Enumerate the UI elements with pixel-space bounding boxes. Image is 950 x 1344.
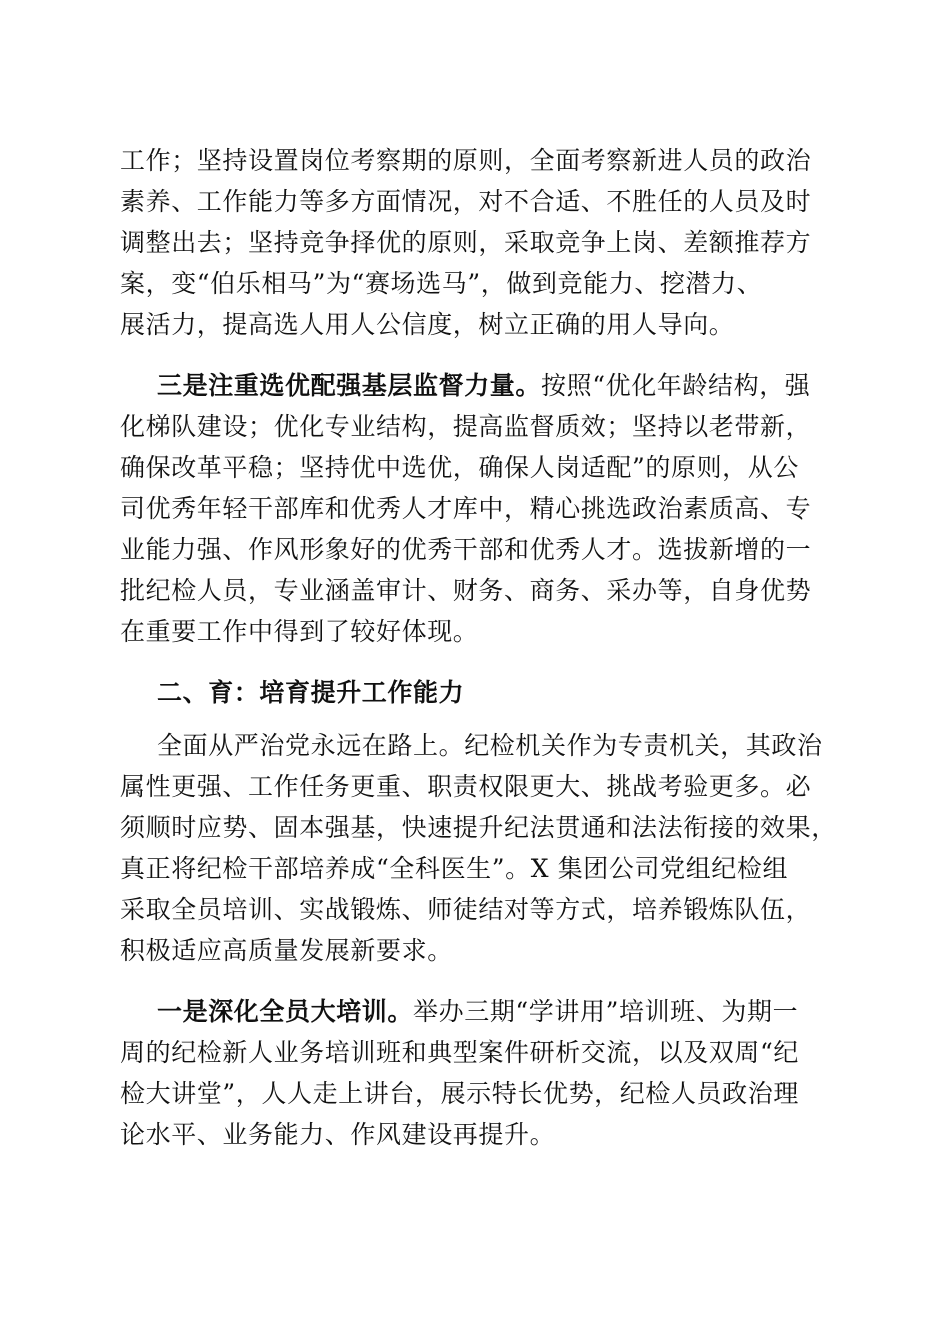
paragraph-3-line-6: 积极适应高质量发展新要求。	[120, 936, 453, 965]
paragraph-4-line-2: 周的纪检新人业务培训班和典型案件研析交流，以及双周“纪	[120, 1038, 799, 1067]
paragraph-4-first-line-rest: 举办三期“学讲用”培训班、为期一	[413, 997, 799, 1026]
paragraph-4-lead: 一是深化全员大培训。	[157, 997, 414, 1026]
paragraph-1-line-3: 调整出去；坚持竞争择优的原则，采取竞争上岗、差额推荐方	[120, 228, 812, 257]
paragraph-1-line-4: 案，变“伯乐相马”为“赛场选马”，做到竞能力、挖潜力、	[120, 269, 763, 298]
paragraph-2-line-3: 确保改革平稳；坚持优中选优，确保人岗适配”的原则，从公	[120, 453, 799, 482]
paragraph-3-line-2: 属性更强、工作任务更重、职责权限更大、挑战考验更多。必	[120, 772, 812, 801]
paragraph-2-first-line-rest: 按照“优化年龄结构，强	[541, 371, 811, 400]
section-heading: 二、育：培育提升工作能力	[157, 678, 465, 707]
paragraph-1-line-1: 工作；坚持设置岗位考察期的原则，全面考察新进人员的政治	[120, 146, 812, 175]
paragraph-1-line-2: 素养、工作能力等多方面情况，对不合适、不胜任的人员及时	[120, 187, 812, 216]
paragraph-2-line-6: 批纪检人员，专业涵盖审计、财务、商务、采办等，自身优势	[120, 576, 812, 605]
paragraph-2-lead: 三是注重选优配强基层监督力量。	[157, 371, 542, 400]
paragraph-2-line-1	[157, 366, 810, 406]
paragraph-2-line-7: 在重要工作中得到了较好体现。	[120, 617, 479, 646]
paragraph-4-line-3: 检大讲堂”，人人走上讲台，展示特长优势，纪检人员政治理	[120, 1079, 799, 1108]
paragraph-2-line-4: 司优秀年轻干部库和优秀人才库中，精心挑选政治素质高、专	[120, 494, 812, 523]
paragraph-4-line-1	[157, 992, 798, 1032]
paragraph-4-line-4: 论水平、业务能力、作风建设再提升。	[120, 1120, 556, 1149]
paragraph-3-line-4: 真正将纪检干部培养成“全科医生”。X 集团公司党组纪检组	[120, 854, 789, 883]
paragraph-3-line-3: 须顺时应势、固本强基，快速提升纪法贯通和法法衔接的效果，	[120, 813, 837, 842]
paragraph-3-line-1: 全面从严治党永远在路上。纪检机关作为专责机关，其政治	[157, 731, 823, 760]
paragraph-1-line-5: 展活力，提高选人用人公信度，树立正确的用人导向。	[120, 310, 735, 339]
paragraph-2-line-5: 业能力强、作风形象好的优秀干部和优秀人才。选拔新增的一	[120, 535, 812, 564]
paragraph-3-line-5: 采取全员培训、实战锻炼、师徒结对等方式，培养锻炼队伍，	[120, 895, 812, 924]
paragraph-2-line-2: 化梯队建设；优化专业结构，提高监督质效；坚持以老带新，	[120, 412, 812, 441]
